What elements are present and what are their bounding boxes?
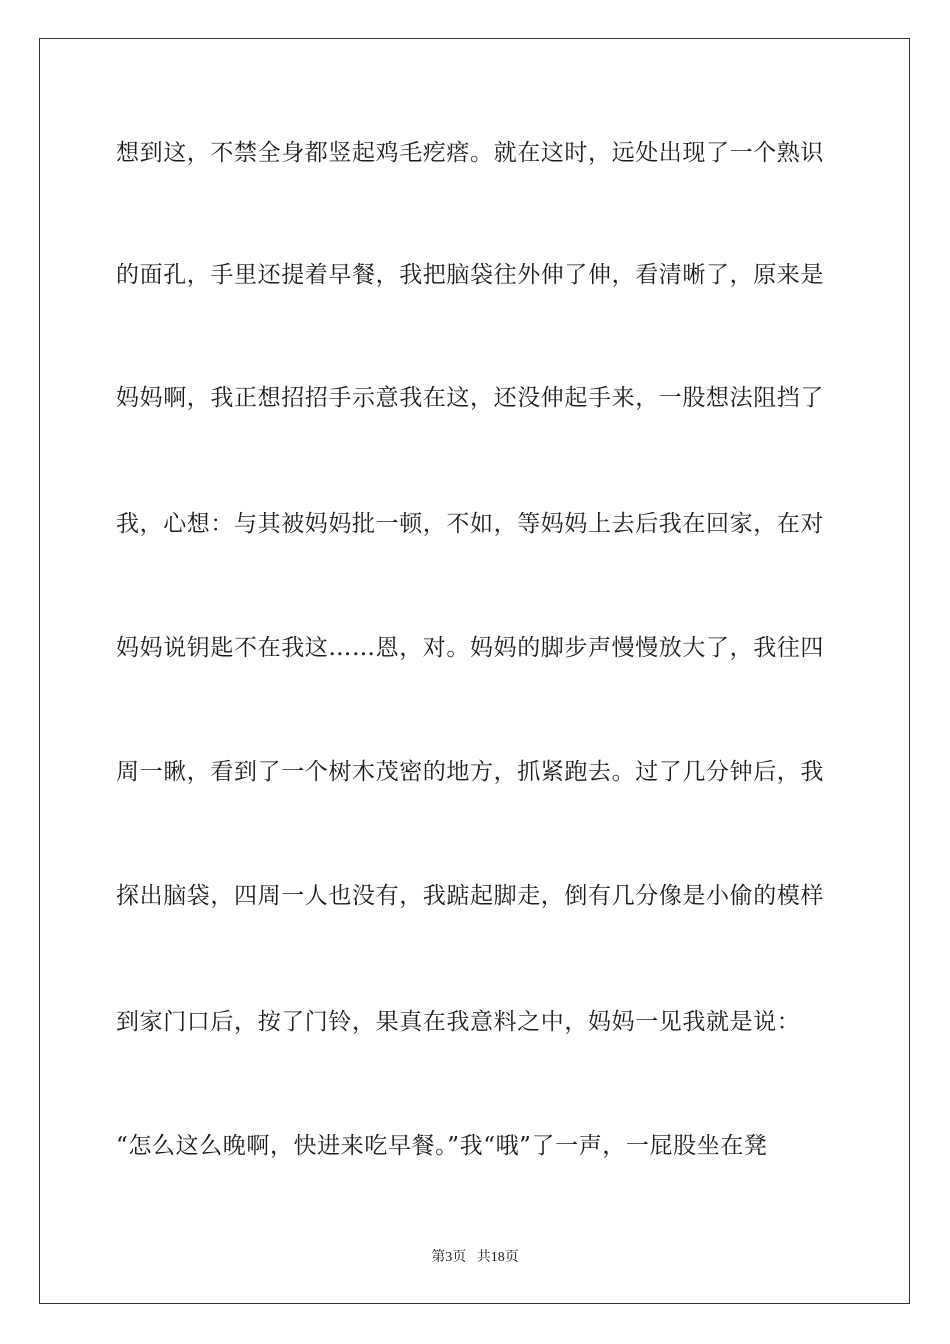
- text-line: 想到这，不禁全身都竖起鸡毛疙瘩。就在这时，远处出现了一个熟识: [116, 140, 824, 166]
- page-footer: [0, 1246, 950, 1266]
- text-line: “怎么这么晚啊，快进来吃早餐。”我“哦”了一声，一屁股坐在凳: [116, 1133, 768, 1159]
- text-line: 我，心想：与其被妈妈批一顿，不如，等妈妈上去后我在回家，在对: [116, 511, 824, 537]
- text-line: 妈妈说钥匙不在我这……恩，对。妈妈的脚步声慢慢放大了，我往四: [116, 635, 824, 661]
- text-line: 到家门口后，按了门铃，果真在我意料之中，妈妈一见我就是说：: [116, 1009, 801, 1035]
- page-number: 第3页: [431, 1250, 467, 1265]
- text-line: 妈妈啊，我正想招招手示意我在这，还没伸起手来，一股想法阻挡了: [116, 385, 824, 411]
- text-line: 的面孔，手里还提着早餐，我把脑袋往外伸了伸，看清晰了，原来是: [116, 262, 824, 288]
- text-line: 周一瞅，看到了一个树木茂密的地方，抓紧跑去。过了几分钟后，我: [116, 759, 824, 785]
- page-total: 共18页: [476, 1250, 519, 1265]
- page-border: [39, 38, 910, 1304]
- text-line: 探出脑袋，四周一人也没有，我踮起脚走，倒有几分像是小偷的模样: [116, 883, 824, 909]
